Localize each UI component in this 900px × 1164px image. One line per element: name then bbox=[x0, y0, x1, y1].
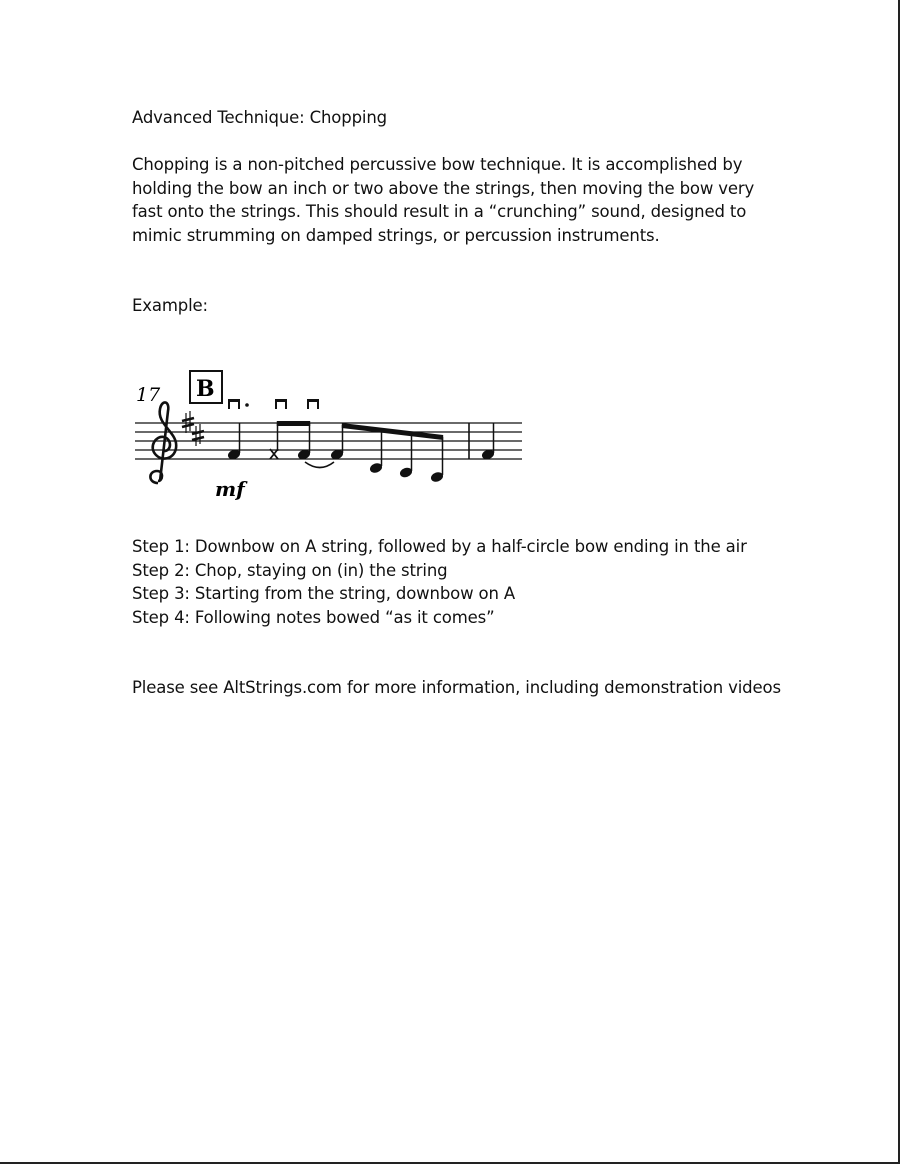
staff-svg bbox=[130, 365, 530, 505]
rehearsal-mark: B bbox=[196, 376, 215, 402]
music-notation-example bbox=[130, 365, 530, 505]
dynamic-marking: mf bbox=[215, 477, 245, 501]
steps-list bbox=[132, 535, 747, 629]
downbow-icon bbox=[228, 399, 240, 409]
downbow-marks bbox=[228, 399, 319, 409]
paragraph-line: fast onto the strings. This should result in a “crunching” sound, designed to bbox=[132, 202, 747, 221]
example-label: Example: bbox=[132, 296, 208, 315]
downbow-icon bbox=[275, 399, 287, 409]
note-quarter-a bbox=[481, 423, 496, 461]
note-quarter-a bbox=[227, 423, 242, 461]
paragraph-line: mimic strumming on damped strings, or percussion instruments. bbox=[132, 225, 660, 245]
step-item: Step 3: Starting from the string, downbow on A bbox=[132, 584, 516, 603]
breath-mark-icon bbox=[245, 403, 249, 407]
paragraph-line: holding the bow an inch or two above the strings, then moving the bow very bbox=[132, 178, 755, 198]
footer-note: Please see AltStrings.com for more information, including demonstration videos bbox=[132, 678, 781, 697]
measure-number: 17 bbox=[136, 384, 161, 406]
downbow-icon bbox=[307, 399, 319, 409]
step-item: Step 4: Following notes bowed “as it comes” bbox=[132, 607, 495, 627]
step-item: Step 1: Downbow on A string, followed by a half-circle bow ending in the air bbox=[132, 537, 747, 556]
description-paragraph bbox=[132, 153, 754, 247]
step-item: Step 2: Chop, staying on (in) the string bbox=[132, 560, 448, 580]
paragraph-line: Chopping is a non-pitched percussive bow technique. It is accomplished by bbox=[132, 155, 743, 174]
tie-mark bbox=[305, 462, 334, 468]
document-title: Advanced Technique: Chopping bbox=[132, 108, 387, 127]
treble-clef-icon bbox=[150, 402, 176, 483]
